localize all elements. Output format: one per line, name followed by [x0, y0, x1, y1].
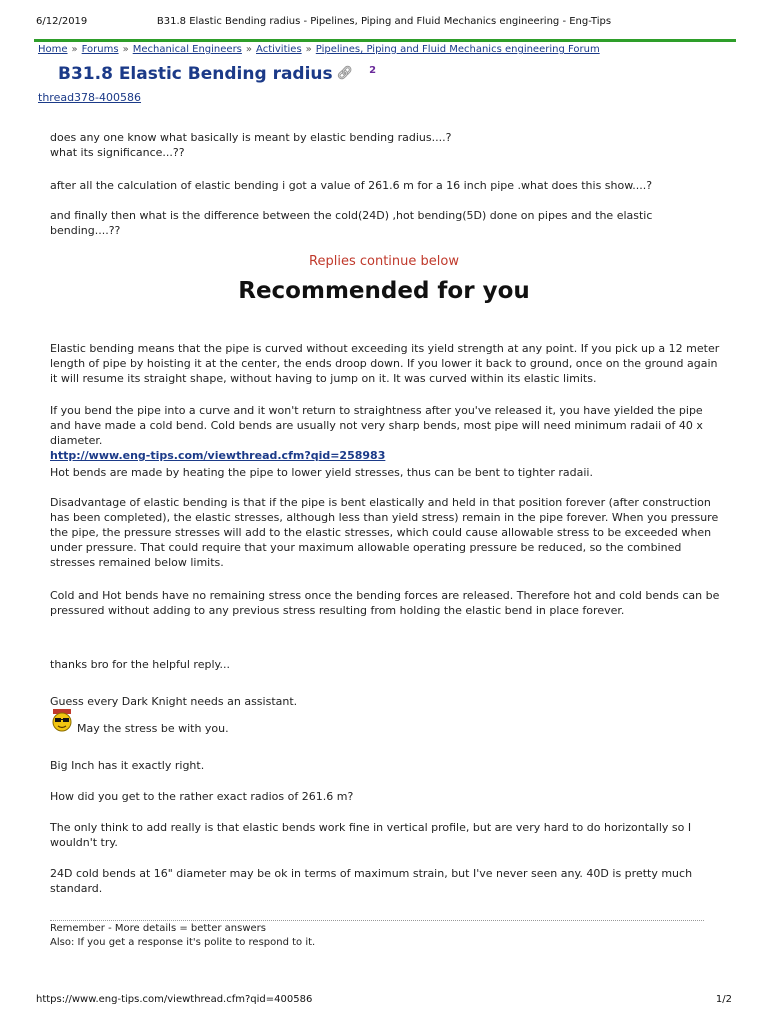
footer-line-1: Remember - More details = better answers	[50, 923, 266, 934]
reply4-para-3: The only think to add really is that elastic bends work fine in vertical profile, but are very hard to do horizontally so I wouldn't try.	[50, 821, 692, 849]
question-para-3: and finally then what is the difference between the cold(24D) ,hot bending(5D) done on pipes and the elastic bending....??	[50, 209, 653, 237]
answer1-para-2	[50, 403, 720, 463]
reply4-para-2: How did you get to the rather exact radios of 261.6 m?	[50, 790, 354, 803]
breadcrumb-home[interactable]: Home	[38, 44, 68, 55]
forum-footer	[50, 922, 315, 950]
print-page-number: 1/2	[715, 994, 732, 1005]
answer1-para-4: Disadvantage of elastic bending is that if the pipe is bent elastically and held in that position forever (after construction has been completed), the elastic stresses, although less than yield stress) remain in the pipe forever. When you pressure the pipe, the pressure stresses will add to the elastic stresses, which could cause allowable stress to be exceeded when under pressure. That could require that your maximum allowable operating pressure be reduced, so the combined stresses remained below limits.	[50, 496, 719, 569]
breadcrumb	[38, 44, 600, 55]
print-header	[0, 16, 768, 30]
question-line-2: what its significance...??	[50, 146, 185, 159]
answer1-para-1: Elastic bending means that the pipe is curved without exceeding its yield strength at any point. If you pick up a 12 meter length of pipe by hoisting it at the center, the ends droop down. If you lower it back to ground, once on the ground again it will resume its straight shape, without having to jump on it. It was curved within its elastic limits.	[50, 342, 720, 385]
recommended-heading: Recommended for you	[238, 278, 530, 304]
question-para-2: after all the calculation of elastic bending i got a value of 261.6 m for a 16 inch pipe .what does this show....?	[50, 179, 653, 192]
breadcrumb-forum[interactable]: Pipelines, Piping and Fluid Mechanics engineering Forum	[315, 44, 600, 55]
breadcrumb-mechanical-engineers[interactable]: Mechanical Engineers	[132, 44, 242, 55]
related-thread-link[interactable]: http://www.eng-tips.com/viewthread.cfm?qid=258983	[50, 449, 386, 462]
breadcrumb-separator: »	[305, 44, 312, 55]
thread-title-row	[58, 64, 376, 84]
thread-count-badge[interactable]: 2	[369, 65, 377, 76]
print-date: 6/12/2019	[36, 16, 88, 27]
breadcrumb-separator: »	[71, 44, 78, 55]
replies-banner: Replies continue below	[309, 254, 459, 269]
answer1-para-5: Cold and Hot bends have no remaining stress once the bending forces are released. Therefore hot and cold bends can be pressured without adding to any previous stress resulting from holding the elastic bend in place forever.	[50, 589, 720, 617]
reply2-text: thanks bro for the helpful reply...	[50, 658, 230, 671]
footer-divider	[50, 920, 704, 921]
question-para-1	[50, 130, 720, 160]
thread-title: B31.8 Elastic Bending radius	[58, 64, 333, 84]
print-page-title: B31.8 Elastic Bending radius - Pipelines, Piping and Fluid Mechanics engineering - Eng-Tips	[156, 16, 612, 27]
question-line-1: does any one know what basically is meant by elastic bending radius....?	[50, 131, 452, 144]
reply3-line-1: Guess every Dark Knight needs an assistant.	[50, 695, 298, 708]
reply4-para-1: Big Inch has it exactly right.	[50, 759, 205, 772]
site-header-bar	[34, 39, 736, 42]
reply4-para-4: 24D cold bends at 16" diameter may be ok in terms of maximum strain, but I've never seen any. 40D is pretty much standard.	[50, 867, 693, 895]
smiley-sunglasses-icon	[51, 709, 73, 733]
breadcrumb-separator: »	[122, 44, 129, 55]
reply3-line-2: May the stress be with you.	[77, 722, 229, 735]
answer1-para-2-text: If you bend the pipe into a curve and it won't return to straightness after you've released it, you have yielded the pipe and have made a cold bend. Cold bends are usually not very sharp bends, most pipe will need minimum radaii of 40 x diameter.	[50, 404, 703, 447]
link-icon[interactable]: 🔗︎	[336, 66, 354, 81]
thread-id-link[interactable]: thread378-400586	[38, 91, 142, 104]
footer-line-2: Also: If you get a response it's polite to respond to it.	[50, 937, 316, 948]
breadcrumb-separator: »	[245, 44, 253, 55]
print-url: https://www.eng-tips.com/viewthread.cfm?qid=400586	[36, 994, 313, 1005]
breadcrumb-forums[interactable]: Forums	[81, 44, 119, 55]
answer1-para-3: Hot bends are made by heating the pipe to lower yield stresses, thus can be bent to tighter radaii.	[50, 466, 593, 479]
breadcrumb-activities[interactable]: Activities	[256, 44, 302, 55]
